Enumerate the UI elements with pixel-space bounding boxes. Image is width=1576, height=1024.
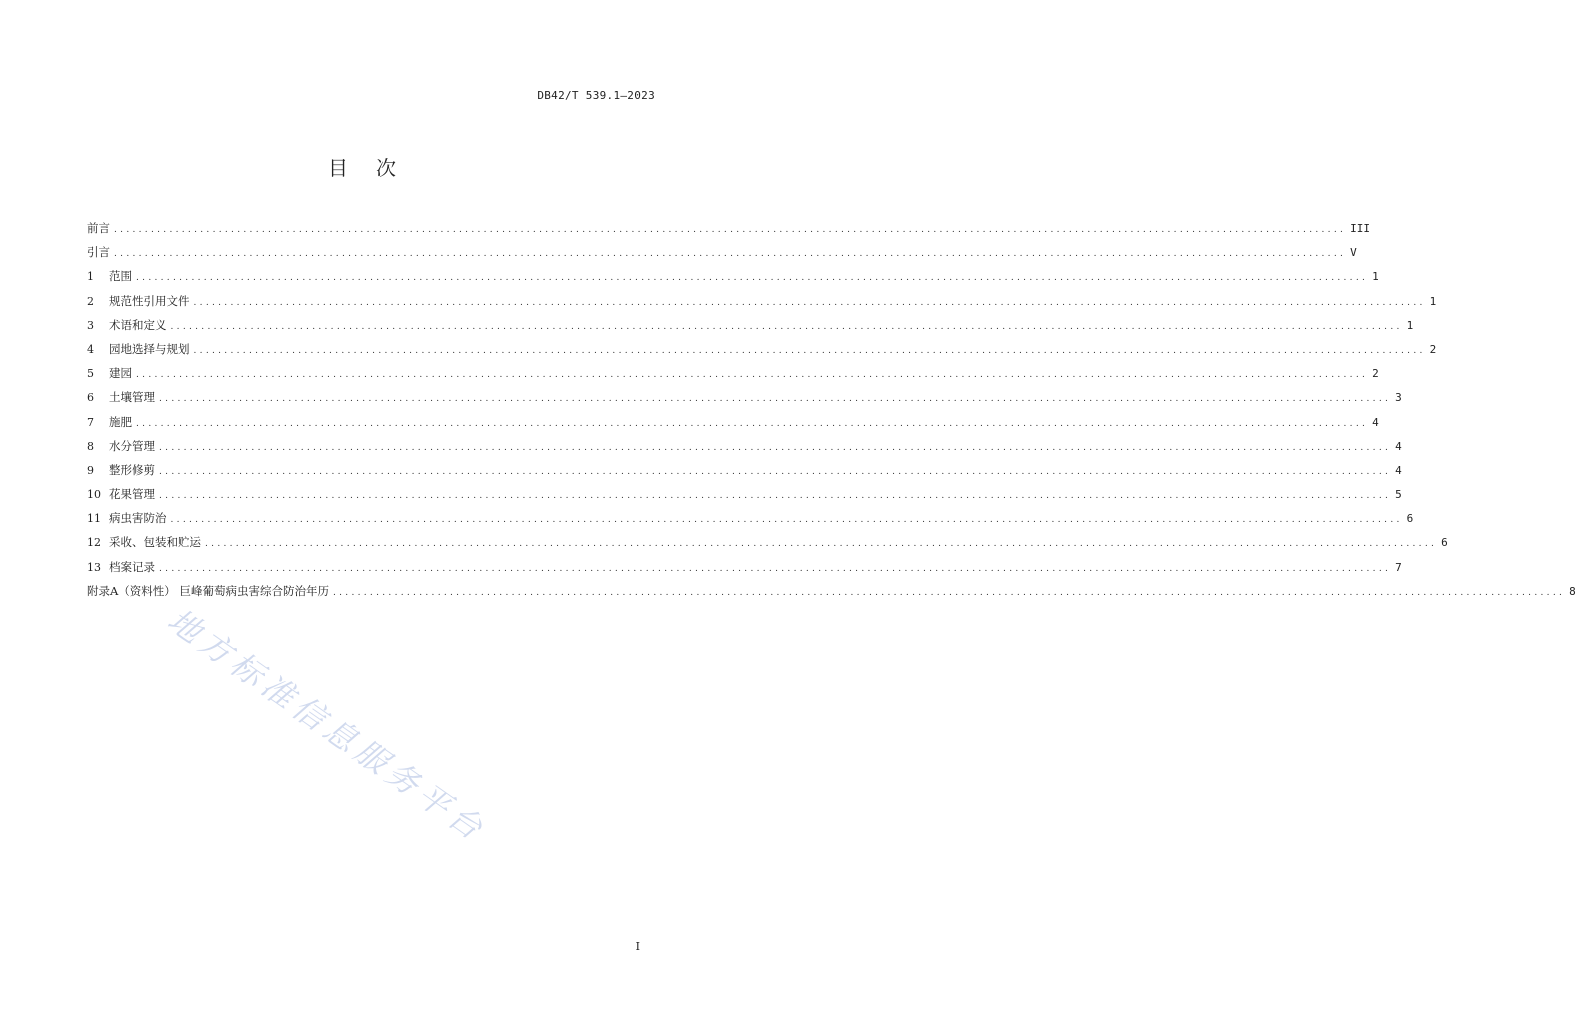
toc-entry[interactable] (87, 365, 1379, 389)
toc-leader-dots: ........................................................................................................................................................................................................ (205, 539, 1438, 550)
toc-entry-label: 整形修剪 (109, 462, 155, 477)
toc-entry[interactable] (87, 341, 1437, 365)
toc-entry-label: 前言 (87, 221, 110, 235)
toc-entry[interactable] (87, 220, 1371, 244)
toc-leader-dots: ........................................................................................................................................................................................................ (159, 394, 1392, 405)
toc-entry[interactable] (87, 486, 1402, 510)
toc-entry-number: 3 (87, 318, 94, 332)
title-char-1: 目 (328, 156, 348, 180)
toc-entry-page: 4 (1395, 463, 1402, 477)
toc-entry-label: 病虫害防治 (109, 511, 167, 526)
toc-entry-page: 8 (1569, 584, 1576, 598)
toc-entry-page: 6 (1406, 512, 1414, 526)
toc-entry[interactable] (87, 389, 1402, 413)
toc-entry-page: 4 (1395, 439, 1402, 453)
toc-entry-number: 8 (87, 439, 94, 453)
toc-entry-number: 9 (87, 463, 94, 477)
toc-entry-label: 建园 (109, 366, 132, 381)
toc-entry-label: 术语和定义 (109, 317, 167, 332)
toc-entry-number: 6 (87, 391, 94, 405)
toc-entry[interactable] (87, 317, 1414, 341)
toc-entry-number: 12 (87, 536, 101, 550)
toc-entry-label: 规范性引用文件 (109, 293, 190, 308)
toc-leader-dots: ........................................................................................................................................................................................................ (114, 225, 1347, 235)
toc-entry-page: III (1350, 222, 1371, 235)
toc-entry-page: 1 (1406, 318, 1414, 332)
toc-entry[interactable] (87, 462, 1402, 486)
toc-entry[interactable] (87, 438, 1402, 462)
toc-leader-dots: ........................................................................................................................................................................................................ (159, 442, 1392, 453)
toc-entry-number: 5 (87, 367, 94, 381)
toc-entry-label: 范围 (109, 269, 132, 284)
toc-entry-page: 3 (1395, 391, 1402, 405)
toc-entry[interactable] (87, 244, 1357, 268)
toc-leader-dots: ........................................................................................................................................................................................................ (136, 418, 1369, 429)
toc-entry[interactable] (87, 268, 1379, 292)
toc-leader-dots: ........................................................................................................................................................................................................ (136, 273, 1369, 284)
toc-entry-label: 引言 (87, 245, 110, 260)
toc-leader-dots: ........................................................................................................................................................................................................ (159, 563, 1392, 574)
toc-entry-number: 11 (87, 512, 101, 526)
toc-entry-number: 1 (87, 270, 94, 284)
toc-entry[interactable] (87, 559, 1402, 583)
toc-entry-number: 13 (87, 560, 101, 574)
toc-entry-page: 4 (1372, 415, 1379, 429)
document-code: DB42/T 539.1—2023 (537, 89, 655, 102)
toc-entry-page: 1 (1372, 270, 1379, 284)
toc-entry-label: 施肥 (109, 414, 132, 429)
toc-entry-label: 水分管理 (109, 438, 155, 453)
page-number: I (635, 940, 640, 953)
toc-entry-number: 7 (87, 415, 94, 429)
toc-leader-dots: ........................................................................................................................................................................................................ (170, 515, 1403, 526)
toc-entry[interactable] (87, 583, 1576, 607)
toc-leader-dots: ........................................................................................................................................................................................................ (193, 297, 1426, 308)
toc-leader-dots: ........................................................................................................................................................................................................ (159, 466, 1392, 477)
toc-entry-label: 花果管理 (109, 487, 155, 502)
toc-leader-dots: ........................................................................................................................................................................................................ (159, 491, 1392, 502)
toc-entry-label: 采收、包装和贮运 (109, 535, 201, 550)
title-char-2: 次 (376, 156, 396, 180)
toc-leader-dots: ........................................................................................................................................................................................................ (193, 345, 1426, 356)
watermark: 地方标准信息服务平台 (160, 600, 494, 851)
toc-entry-page: 2 (1429, 342, 1437, 356)
toc-entry[interactable] (87, 414, 1379, 438)
toc-entry[interactable] (87, 510, 1414, 534)
toc-entry-label: 档案记录 (109, 559, 155, 574)
toc-entry-label: 土壤管理 (109, 390, 155, 405)
toc-leader-dots: ........................................................................................................................................................................................................ (136, 370, 1369, 381)
toc-entry-page: 1 (1429, 294, 1437, 308)
toc-leader-dots: ........................................................................................................................................................................................................ (332, 587, 1566, 598)
table-of-contents (87, 220, 1576, 607)
toc-entry-page: 6 (1441, 536, 1448, 550)
toc-entry-page: V (1350, 246, 1357, 260)
toc-entry[interactable] (87, 293, 1437, 317)
toc-entry-page: 7 (1395, 560, 1402, 574)
toc-leader-dots: ........................................................................................................................................................................................................ (170, 321, 1403, 332)
toc-entry-label: 附录A（资料性） 巨峰葡萄病虫害综合防治年历 (87, 583, 329, 598)
toc-entry-page: 2 (1372, 367, 1379, 381)
toc-entry-number: 4 (87, 342, 94, 356)
toc-entry-page: 5 (1395, 488, 1402, 502)
page-title (0, 152, 724, 181)
toc-entry-number: 10 (87, 488, 101, 502)
toc-entry-label: 园地选择与规划 (109, 341, 190, 356)
toc-entry-number: 2 (87, 294, 94, 308)
toc-entry[interactable] (87, 534, 1448, 558)
toc-leader-dots: ........................................................................................................................................................................................................ (114, 249, 1347, 260)
